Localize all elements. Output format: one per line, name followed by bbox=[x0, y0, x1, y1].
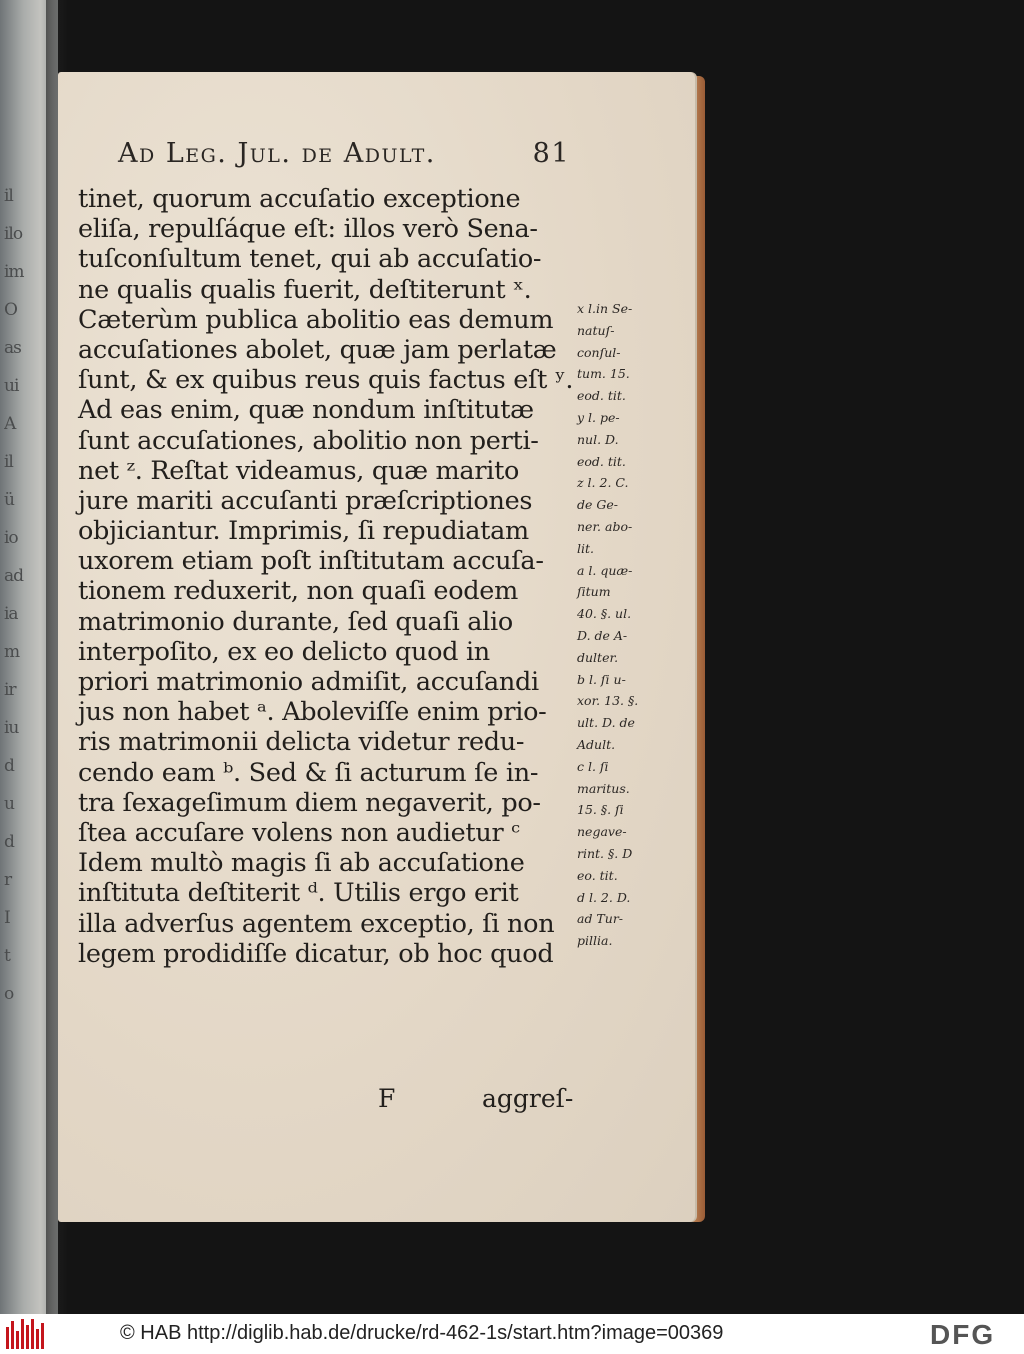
text-line: ris matrimonii delicta videtur redu- bbox=[78, 727, 525, 758]
previous-page-fragment: d bbox=[4, 832, 14, 850]
text-line: jure mariti accuſanti præſcriptiones bbox=[78, 485, 533, 516]
margin-note: b l. ſi u- bbox=[577, 671, 626, 687]
logo-bar bbox=[11, 1321, 14, 1349]
margin-note: pillia. bbox=[577, 933, 613, 949]
text-line: priori matrimonio admiſit, accuſandi bbox=[78, 667, 539, 697]
previous-page-fragment: ia bbox=[4, 604, 18, 622]
text-line: legem prodidiſſe dicatur, ob hoc quod bbox=[78, 938, 554, 969]
margin-note: z l. 2. C. bbox=[577, 475, 629, 491]
text-line: accuſationes abolet, quæ jam perlatæ bbox=[78, 334, 557, 365]
previous-page-fragment: t bbox=[4, 946, 10, 964]
margin-note: maritus. bbox=[577, 780, 630, 796]
text-line: Idem multò magis ſi ab accuſatione bbox=[78, 848, 525, 879]
text-line: objiciantur. Imprimis, ſi repudiatam bbox=[78, 516, 529, 547]
running-header bbox=[118, 138, 578, 178]
text-line: Ad eas enim, quæ nondum inſtitutæ bbox=[78, 395, 534, 426]
previous-page-fragment: d bbox=[4, 756, 14, 774]
previous-page-fragment: ir bbox=[4, 680, 16, 698]
margin-note: de Ge- bbox=[577, 497, 618, 513]
margin-note: tum. 15. bbox=[577, 366, 630, 382]
text-line: tuſconſultum tenet, qui ab accuſatio- bbox=[78, 244, 542, 275]
logo-bar bbox=[21, 1319, 24, 1349]
margin-note: x l.in Se- bbox=[577, 301, 633, 316]
logo-bar bbox=[36, 1329, 39, 1349]
logo-bar bbox=[6, 1327, 9, 1349]
previous-page-fragment: u bbox=[4, 794, 14, 812]
previous-page-fragment: ui bbox=[4, 376, 19, 394]
logo-bar bbox=[31, 1319, 34, 1349]
previous-page-fragment: im bbox=[4, 262, 24, 280]
margin-note: D. de A- bbox=[577, 627, 628, 643]
hab-logo-icon[interactable] bbox=[6, 1319, 46, 1349]
previous-page-fragment: A bbox=[4, 414, 16, 432]
margin-note: ſitum bbox=[577, 584, 611, 600]
margin-note: ult. D. de bbox=[577, 715, 635, 731]
text-line: ſunt, & ex quibus reus quis factus eſt ʸ. bbox=[78, 365, 574, 396]
previous-page-fragment: ü bbox=[4, 490, 14, 508]
footer-bar bbox=[0, 1314, 1024, 1354]
logo-bar bbox=[41, 1323, 44, 1349]
previous-page-fragment: O bbox=[4, 300, 17, 318]
margin-note: c l. ſi bbox=[577, 758, 609, 774]
previous-page-fragment: as bbox=[4, 338, 21, 356]
margin-note: a l. quæ- bbox=[577, 562, 633, 578]
previous-page-fragment: ilo bbox=[4, 224, 23, 242]
logo-bar bbox=[26, 1325, 29, 1349]
margin-note: eod. tit. bbox=[577, 453, 626, 469]
margin-note: natuſ- bbox=[577, 322, 615, 338]
text-line: ſtea accuſare volens non audietur ᶜ bbox=[78, 817, 520, 848]
text-line: tra ſexageſimum diem negaverit, po- bbox=[78, 787, 541, 818]
margin-note: Adult. bbox=[577, 736, 616, 752]
text-line: jus non habet ᵃ. Aboleviſſe enim prio- bbox=[78, 697, 547, 728]
attribution-link[interactable]: © HAB http://diglib.hab.de/drucke/rd-462-1s/start.htm?image=00369 bbox=[120, 1322, 724, 1344]
previous-page-fragment: io bbox=[4, 528, 18, 546]
text-line: inſtituta deſtiterit ᵈ. Utilis ergo erit bbox=[78, 878, 519, 909]
text-line: uxorem etiam poſt inſtitutam accuſa- bbox=[78, 546, 544, 577]
text-line: tinet, quorum accuſatio exceptione bbox=[78, 184, 521, 214]
previous-page-fragment: iu bbox=[4, 718, 19, 736]
margin-note: dulter. bbox=[577, 649, 619, 665]
previous-page-fragment: il bbox=[4, 186, 13, 204]
catchword: aggreſ- bbox=[482, 1084, 574, 1113]
text-line: net ᶻ. Reſtat videamus, quæ marito bbox=[78, 455, 520, 486]
signature-mark: F bbox=[378, 1084, 396, 1113]
margin-note: ad Tur- bbox=[577, 911, 624, 927]
text-line: illa adverſus agentem exceptio, ſi non bbox=[78, 908, 555, 939]
text-line: tionem reduxerit, non quaſi eodem bbox=[78, 576, 518, 607]
margin-note: eod. tit. bbox=[577, 388, 626, 404]
margin-note: lit. bbox=[577, 540, 594, 556]
page-number: 81 bbox=[532, 138, 570, 169]
text-line: eliſa, repulſáque eſt: illos verò Sena- bbox=[78, 214, 538, 245]
text-line: ne qualis qualis fuerit, deſtiterunt ˣ. bbox=[78, 274, 532, 305]
margin-note: d l. 2. D. bbox=[577, 889, 631, 905]
dfg-logo-icon[interactable]: DFG bbox=[930, 1319, 996, 1350]
header-title: Ad Leg. Jul. de Adult. bbox=[118, 138, 436, 169]
margin-note: eo. tit. bbox=[577, 867, 618, 883]
body-text bbox=[78, 184, 572, 969]
previous-page-fragment: il bbox=[4, 452, 13, 470]
margin-note: xor. 13. §. bbox=[577, 693, 639, 709]
text-line: Cæterùm publica abolitio eas demum bbox=[78, 304, 554, 335]
margin-note: 40. §. ul. bbox=[577, 606, 632, 622]
text-line: interpoſito, ex eo delicto quod in bbox=[78, 636, 490, 667]
previous-page-fragment: ad bbox=[4, 566, 24, 584]
previous-page-fragment: I bbox=[4, 908, 10, 926]
previous-page-fragment: o bbox=[4, 984, 14, 1002]
margin-note: nul. D. bbox=[577, 431, 619, 447]
text-line: ſunt accuſationes, abolitio non perti- bbox=[78, 425, 539, 456]
margin-note: rint. §. D bbox=[577, 845, 633, 861]
margin-notes bbox=[577, 298, 657, 952]
margin-note: negave- bbox=[577, 824, 627, 840]
margin-note: ner. abo- bbox=[577, 518, 633, 534]
margin-note: 15. §. ſi bbox=[577, 802, 624, 818]
previous-page-fragment: r bbox=[4, 870, 12, 888]
previous-page-fragment: m bbox=[4, 642, 20, 660]
margin-note: y l. pe- bbox=[577, 409, 620, 425]
margin-note: conſul- bbox=[577, 344, 621, 360]
text-line: cendo eam ᵇ. Sed & ſi acturum ſe in- bbox=[78, 757, 539, 788]
text-line: matrimonio durante, ſed quaſi alio bbox=[78, 606, 513, 637]
logo-bar bbox=[16, 1331, 19, 1349]
